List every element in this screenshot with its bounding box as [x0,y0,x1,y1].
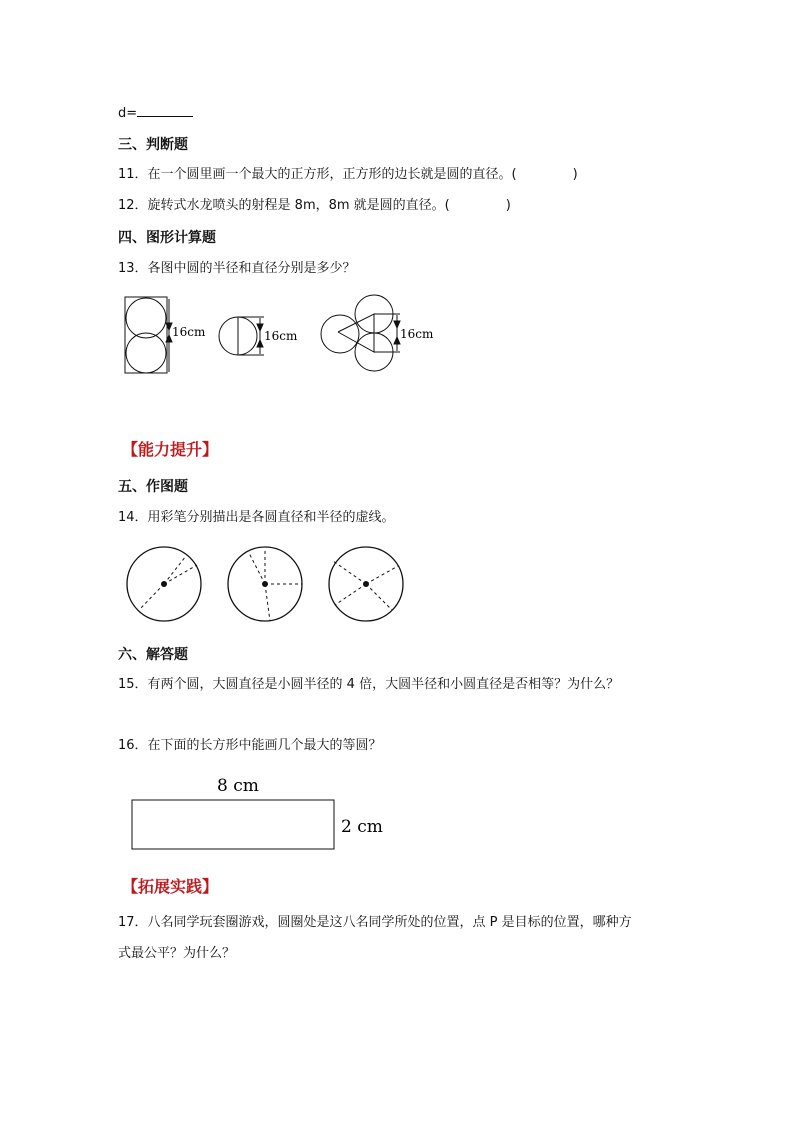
question-12: 12．旋转式水龙喷头的射程是 8m，8m 就是圆的直径。( ) [118,198,511,213]
section-extension: 【拓展实践】 [122,877,219,896]
section-title-6: 六、解答题 [118,647,188,663]
question-11: 11．在一个圆里画一个最大的正方形，正方形的边长就是圆的直径。( ) [118,167,578,182]
q16-height-label: 2 cm [341,817,383,837]
question-13: 13．各图中圆的半径和直径分别是多少？ [118,261,356,276]
question-17-line-2: 式最公平？为什么？ [118,946,236,961]
question-14: 14．用彩笔分别描出是各圆直径和半径的虚线。 [118,510,395,525]
section-ability: 【能力提升】 [122,440,219,459]
figure-1-label: 16cm [172,325,206,339]
answer-line-d: d= [118,104,193,123]
figure-3-label: 16cm [400,327,434,341]
q16-rectangle [132,800,334,849]
q16-width-label: 8 cm [217,776,259,796]
figure-2-label: 16cm [264,329,298,343]
question-17-line-1: 17．八名同学玩套圈游戏，圆圈处是这八名同学所处的位置，点 P 是目标的位置，哪种方 [118,915,632,930]
section-title-4: 四、图形计算题 [118,230,216,246]
section-title-3: 三、判断题 [118,137,188,153]
question-15: 15．有两个圆，大圆直径是小圆半径的 4 倍，大圆半径和小圆直径是否相等？为什么？ [118,677,620,692]
section-title-5: 五、作图题 [118,479,188,495]
question-16: 16．在下面的长方形中能画几个最大的等圆？ [118,738,382,753]
